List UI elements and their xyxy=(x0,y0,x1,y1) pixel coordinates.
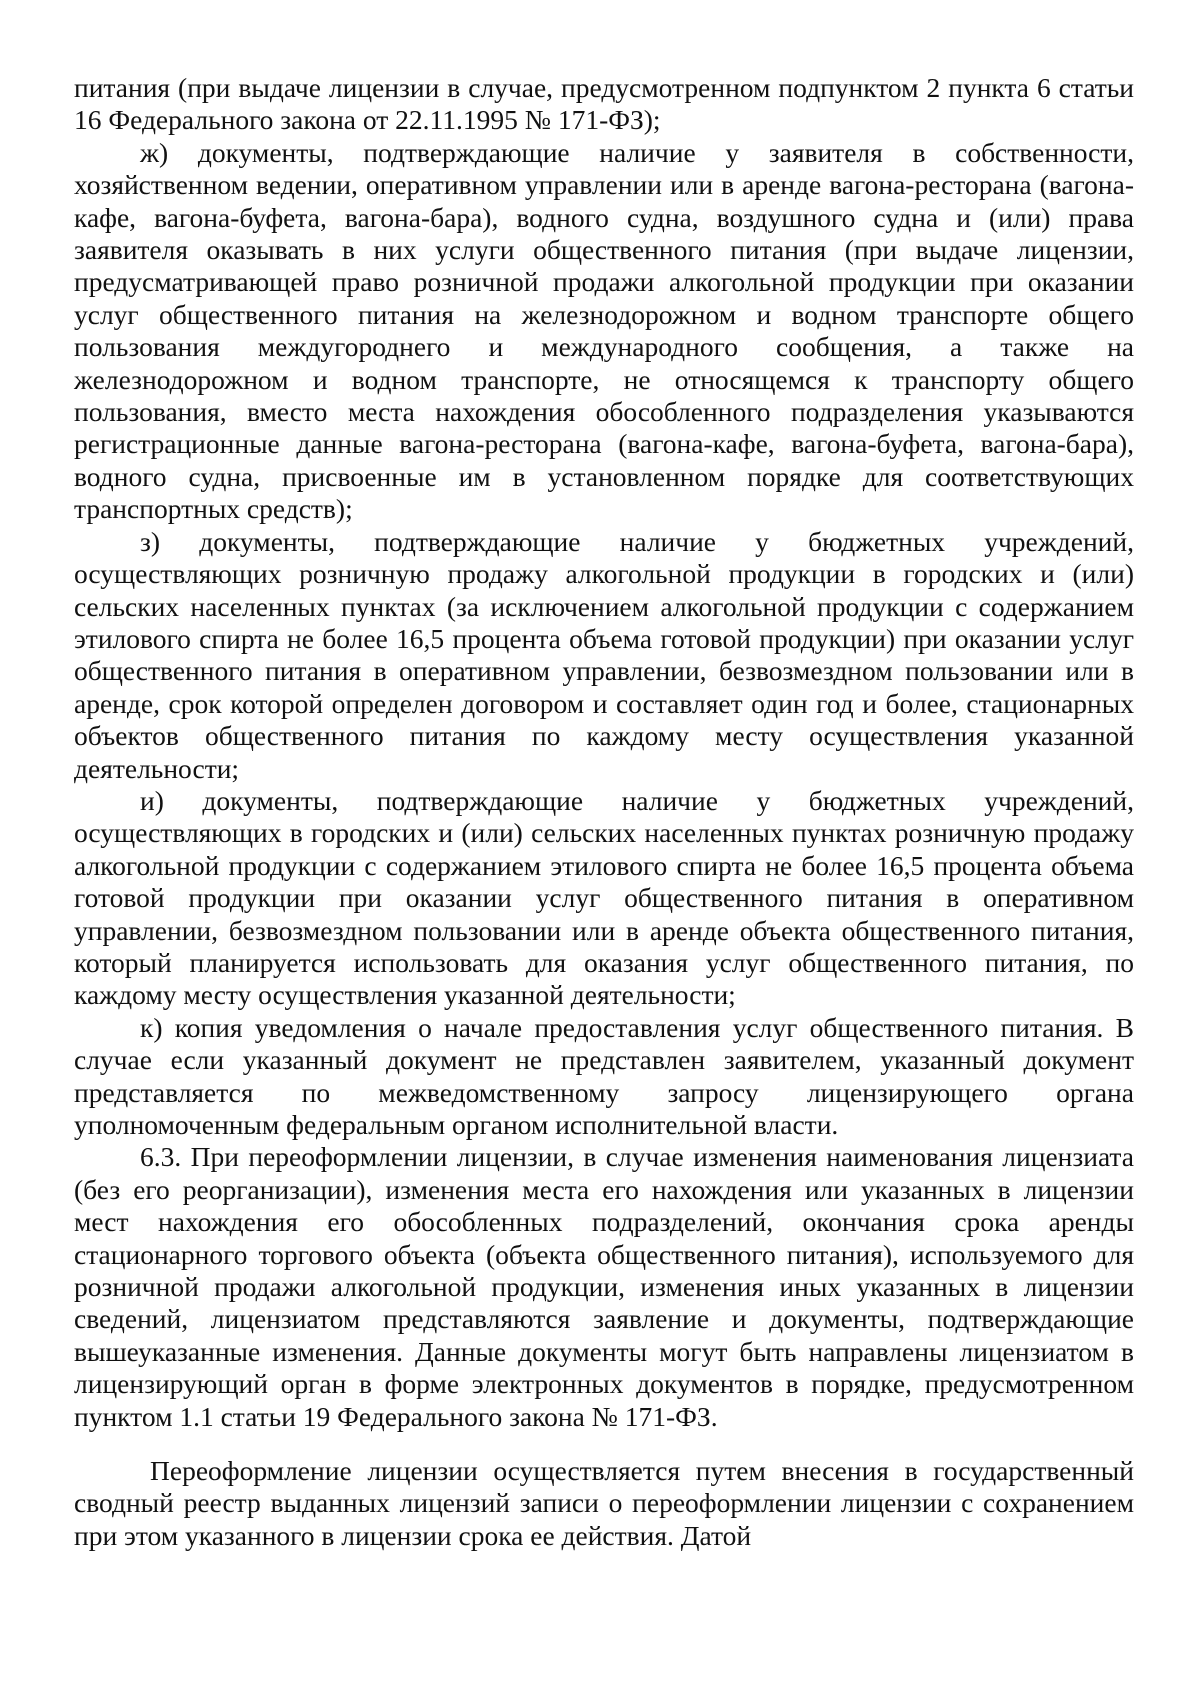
document-page xyxy=(74,72,1134,1552)
paragraph-i: и) документы, подтверждающие наличие у бюджетных учреждений, осуществляющих в городских и (или) сельских населенных пунктах розничную продажу алкогольной продукции с содержанием этилового спирта не более 16,5 процента объема готовой продукции при оказании услуг общественного питания в оперативном управлении, безвозмездном пользовании или в аренде объекта общественного питания, который планируется использовать для оказания услуг общественного питания, по каждому месту осуществления указанной деятельности; xyxy=(74,784,1134,1011)
paragraph-k: к) копия уведомления о начале предоставления услуг общественного питания. В случае если указанный документ не представлен заявителем, указанный документ представляется по межведомственному запросу лицензирующего органа уполномоченным федеральным органом исполнительной власти. xyxy=(74,1011,1134,1140)
paragraph-zh: ж) документы, подтверждающие наличие у заявителя в собственности, хозяйственном ведении, оперативном управлении или в аренде вагона-ресторана (вагона-кафе, вагона-буфета, вагона-бара), водного судна, воздушного судна и (или) права заявителя оказывать в них услуги общественного питания (при выдаче лицензии, предусматривающей право розничной продажи алкогольной продукции при оказании услуг общественного питания на железнодорожном и водном транспорте общего пользования междугороднего и международного сообщения, а также на железнодорожном и водном транспорте, не относящемся к транспорту общего пользования, вместо места нахождения обособленного подразделения указываются регистрационные данные вагона-ресторана (вагона-кафе, вагона-буфета, вагона-бара), водного судна, присвоенные им в установленном порядке для соответствующих транспортных средств); xyxy=(74,136,1134,525)
paragraph-continued: питания (при выдаче лицензии в случае, предусмотренном подпунктом 2 пункта 6 статьи 16 Федерального закона от 22.11.1995 № 171-ФЗ); xyxy=(74,72,1134,136)
paragraph-reoformlenie: Переоформление лицензии осуществляется путем внесения в государственный сводный реестр выданных лицензий записи о переоформлении лицензии с сохранением при этом указанного в лицензии срока ее действия. Датой xyxy=(74,1455,1134,1551)
paragraph-z: з) документы, подтверждающие наличие у бюджетных учреждений, осуществляющих розничную продажу алкогольной продукции в городских и (или) сельских населенных пунктах (за исключением алкогольной продукции с содержанием этилового спирта не более 16,5 процента объема готовой продукции) при оказании услуг общественного питания в оперативном управлении, безвозмездном пользовании или в аренде, срок которой определен договором и составляет один год и более, стационарных объектов общественного питания по каждому месту осуществления указанной деятельности; xyxy=(74,525,1134,784)
paragraph-6-3: 6.3. При переоформлении лицензии, в случае изменения наименования лицензиата (без его реорганизации), изменения места его нахождения или указанных в лицензии мест нахождения его обособленных подразделений, окончания срока аренды стационарного торгового объекта (объекта общественного питания), используемого для розничной продажи алкогольной продукции, изменения иных указанных в лицензии сведений, лицензиатом представляются заявление и документы, подтверждающие вышеуказанные изменения. Данные документы могут быть направлены лицензиатом в лицензирующий орган в форме электронных документов в порядке, предусмотренном пунктом 1.1 статьи 19 Федерального закона № 171-ФЗ. xyxy=(74,1141,1134,1432)
